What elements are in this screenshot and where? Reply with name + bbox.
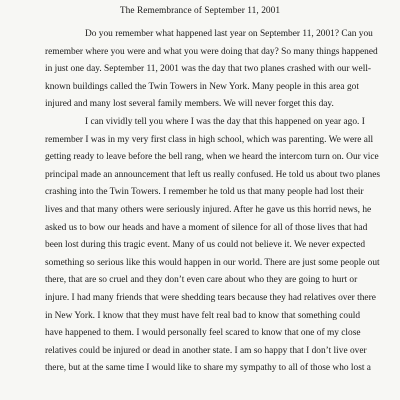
text-line: there, that are so cruel and they don’t even care about who they are going to hurt or	[45, 275, 358, 286]
text-line: been lost during this tragic event. Many of us could not believe it. We never expected	[45, 240, 366, 251]
text-line: asked us to bow our heads and have a moment of silence for all of those lives that had	[45, 222, 368, 233]
text-line: lives and that many others were seriously injured. After he gave us this horrid news, he	[45, 204, 372, 215]
text-line: getting ready to leave before the bell rang, when we heard the intercom turn on. Our vice	[45, 152, 379, 163]
text-line: Do you remember what happened last year on September 11, 2001? Can you	[85, 29, 373, 39]
text-line: crashing into the Twin Towers. I remember he told us that many people had lost their	[45, 187, 364, 198]
text-line: something so serious like this would happen in our world. There are just some people out	[45, 257, 380, 268]
text-line: in just one day. September 11, 2001 was the day that two planes crashed with our well-	[45, 64, 372, 75]
text-line: there, but at the same time I would like to share my sympathy to all of those who lost a	[45, 363, 371, 374]
text-line: injure. I had many friends that were shedding tears because they had relatives over there	[45, 292, 376, 303]
document-body	[45, 26, 381, 378]
text-line: principal made an announcement that left us really confused. He told us about two planes	[45, 169, 381, 180]
document-title: The Remembrance of September 11, 2001	[119, 6, 281, 16]
text-line: relatives could be injured or dead in another state. I am so happy that I don’t live over	[45, 345, 367, 356]
text-line: in New York. I know that they must have felt real bad to know that something could	[45, 310, 361, 321]
text-line: remember I was in my very first class in high school, which was parenting. We were all	[45, 134, 374, 145]
text-line: have happened to them. I would personally feel scared to know that one of my close	[45, 328, 361, 339]
text-line: I can vividly tell you where I was the day that this happened on year ago. I	[85, 116, 365, 127]
text-line: known buildings called the Twin Towers in New York. Many people in this area got	[45, 81, 359, 92]
text-line: injured and many lost several family members. We will never forget this day.	[45, 99, 334, 110]
text-line: remember where you were and what you were doing that day? So many things happened	[45, 46, 378, 57]
